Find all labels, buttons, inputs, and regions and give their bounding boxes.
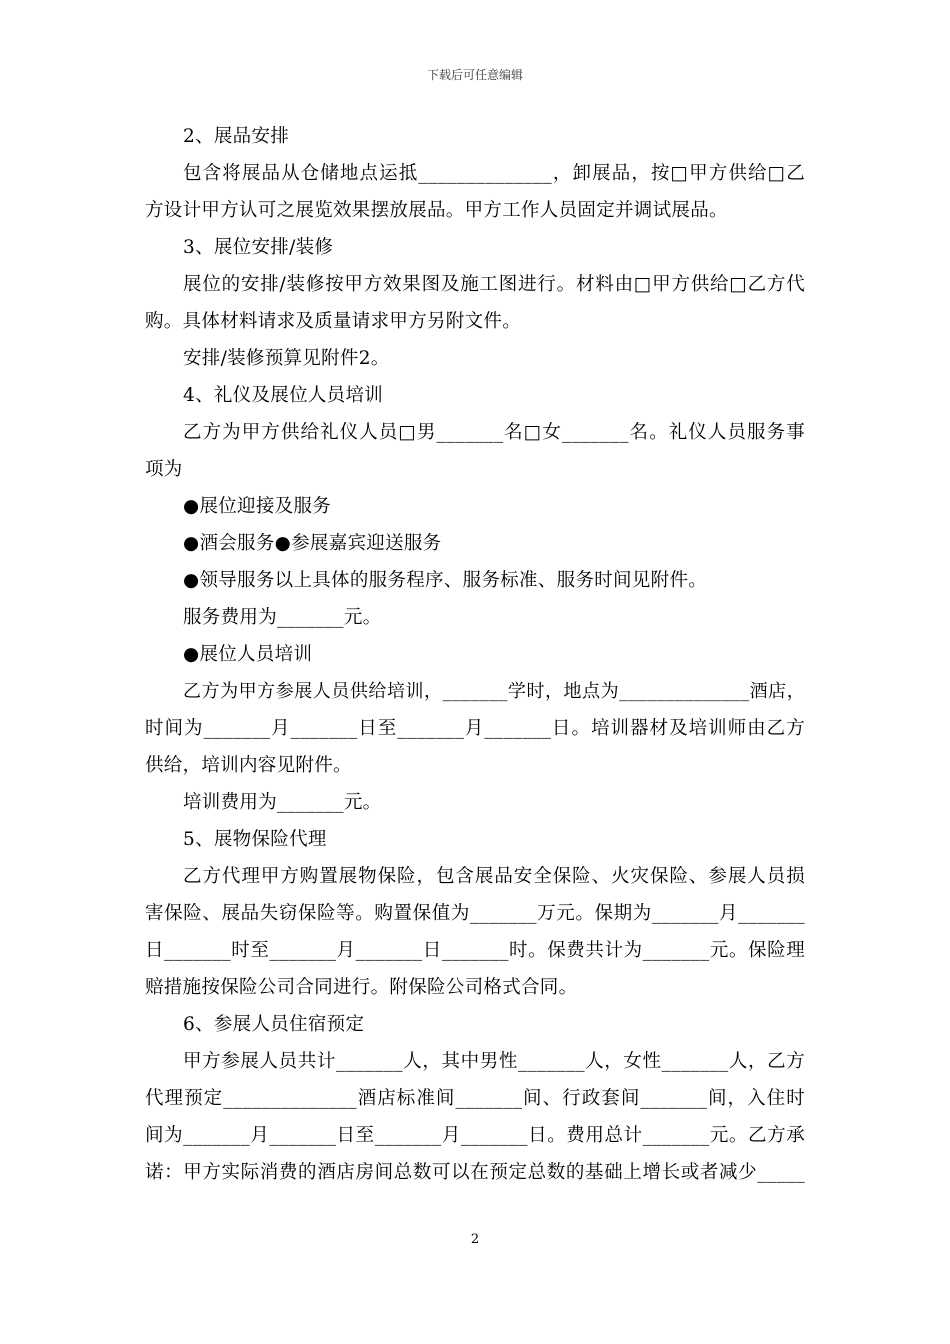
paragraph-line: 项为 <box>145 459 183 480</box>
paragraph-line: 包含将展品从仓储地点运抵______________，卸展品，按□甲方供给□乙 <box>183 163 805 184</box>
paragraph-line: 代理预定______________酒店标准间_______间、行政套间_______间，入住时 <box>145 1088 805 1109</box>
bullet-item: ●酒会服务●参展嘉宾迎送服务 <box>183 533 442 554</box>
paragraph-line: 害保险、展品失窃保险等。购置保值为_______万元。保期为_______月_______ <box>145 903 805 924</box>
bullet-item: ●领导服务以上具体的服务程序、服务标准、服务时间见附件。 <box>183 570 708 591</box>
paragraph-line: 乙方代理甲方购置展物保险，包含展品安全保险、火灾保险、参展人员损 <box>183 866 805 887</box>
section-heading-3: 3、展位安排/装修 <box>183 237 334 258</box>
paragraph-line: 供给，培训内容见附件。 <box>145 755 352 776</box>
paragraph-line: 赔措施按保险公司合同进行。附保险公司格式合同。 <box>145 977 578 998</box>
section-heading-6: 6、参展人员住宿预定 <box>183 1014 365 1035</box>
paragraph-line: 乙方为甲方参展人员供给培训，_______学时，地点为______________酒店， <box>183 681 805 702</box>
paragraph-line: 甲方参展人员共计_______人，其中男性_______人，女性_______人，乙方 <box>183 1051 805 1072</box>
paragraph-line: 购。具体材料请求及质量请求甲方另附文件。 <box>145 311 522 332</box>
paragraph-line: 日_______时至_______月_______日_______时。保费共计为_______元。保险理 <box>145 940 805 961</box>
paragraph-line: 诺：甲方实际消费的酒店房间总数可以在预定总数的基础上增长或者减少_____ <box>145 1162 805 1183</box>
paragraph-line: 乙方为甲方供给礼仪人员□男_______名□女_______名。礼仪人员服务事 <box>183 422 805 443</box>
page-header: 下载后可任意编辑 <box>426 68 523 82</box>
paragraph-line: 方设计甲方认可之展览效果摆放展品。甲方工作人员固定并调试展品。 <box>145 200 728 221</box>
paragraph-line: 时间为_______月_______日至_______月_______日。培训器材及培训师由乙方 <box>145 718 805 739</box>
section-heading-5: 5、展物保险代理 <box>183 829 327 850</box>
paragraph-line: 服务费用为_______元。 <box>183 607 382 628</box>
bullet-item: ●展位人员培训 <box>183 644 313 665</box>
document-body <box>145 118 805 1191</box>
paragraph-line: 安排/装修预算见附件2。 <box>183 348 390 369</box>
paragraph-line: 间为_______月_______日至_______月_______日。费用总计_______元。乙方承 <box>145 1125 805 1146</box>
paragraph-line: 培训费用为_______元。 <box>183 792 382 813</box>
section-heading-4: 4、礼仪及展位人员培训 <box>183 385 384 406</box>
section-heading-2: 2、展品安排 <box>183 126 290 147</box>
paragraph-line: 展位的安排/装修按甲方效果图及施工图进行。材料由□甲方供给□乙方代 <box>183 274 805 295</box>
bullet-item: ●展位迎接及服务 <box>183 496 332 517</box>
page-number: 2 <box>470 1232 480 1247</box>
